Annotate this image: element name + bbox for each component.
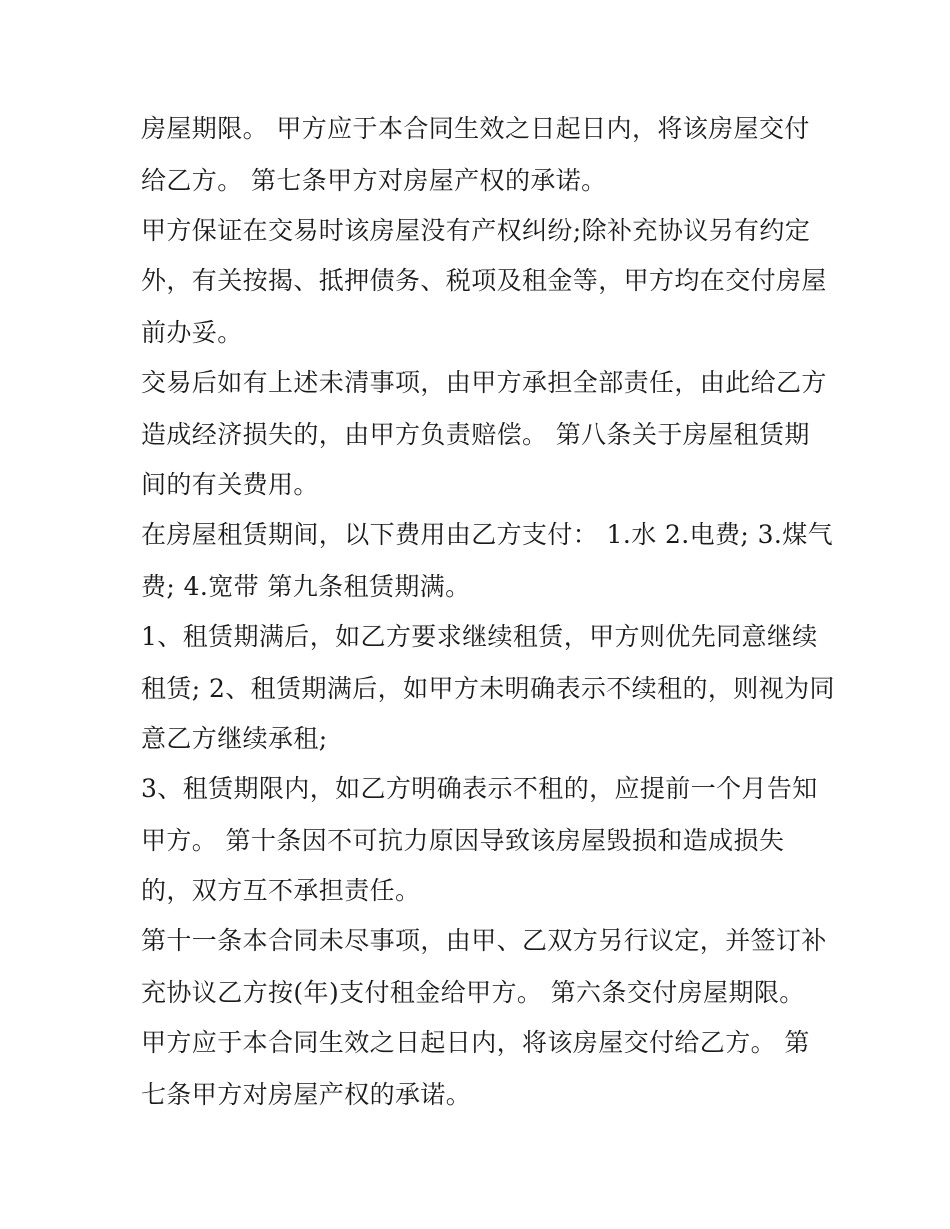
text-line: 间的有关费用。 — [141, 470, 319, 499]
text-line: 费; 4.宽带 第九条租赁期满。 — [141, 572, 471, 601]
text-line: 交易后如有上述未清事项，由甲方承担全部责任，由此给乙方 — [141, 368, 827, 397]
text-line: 前办妥。 — [141, 318, 243, 347]
text-line: 甲方。 第十条因不可抗力原因导致该房屋毁损和造成损失 — [141, 826, 785, 855]
text-line: 造成经济损失的，由甲方负责赔偿。 第八条关于房屋租赁期 — [141, 420, 810, 449]
text-line: 3、租赁期限内，如乙方明确表示不租的，应提前一个月告知 — [141, 774, 818, 803]
text-line: 给乙方。 第七条甲方对房屋产权的承诺。 — [141, 166, 607, 195]
text-line: 甲方应于本合同生效之日起日内，将该房屋交付给乙方。 第 — [141, 1028, 810, 1057]
text-line: 甲方保证在交易时该房屋没有产权纠纷;除补充协议另有约定 — [141, 216, 811, 245]
text-line: 的，双方互不承担责任。 — [141, 876, 421, 905]
text-line: 1、租赁期满后，如乙方要求继续租赁，甲方则优先同意继续 — [141, 622, 818, 651]
text-line: 租赁; 2、租赁期满后，如甲方未明确表示不续租的，则视为同 — [141, 674, 835, 703]
text-line: 外，有关按揭、抵押债务、税项及租金等，甲方均在交付房屋 — [141, 266, 827, 295]
text-line: 房屋期限。 甲方应于本合同生效之日起日内，将该房屋交付 — [141, 114, 810, 143]
text-line: 在房屋租赁期间，以下费用由乙方支付： 1.水 2.电费; 3.煤气 — [141, 520, 834, 549]
text-line: 充协议乙方按(年)支付租金给甲方。 第六条交付房屋期限。 — [141, 978, 805, 1007]
text-line: 第十一条本合同未尽事项，由甲、乙双方另行议定，并签订补 — [141, 926, 827, 955]
text-line: 意乙方继续承租; — [141, 724, 328, 753]
text-line: 七条甲方对房屋产权的承诺。 — [141, 1080, 472, 1109]
